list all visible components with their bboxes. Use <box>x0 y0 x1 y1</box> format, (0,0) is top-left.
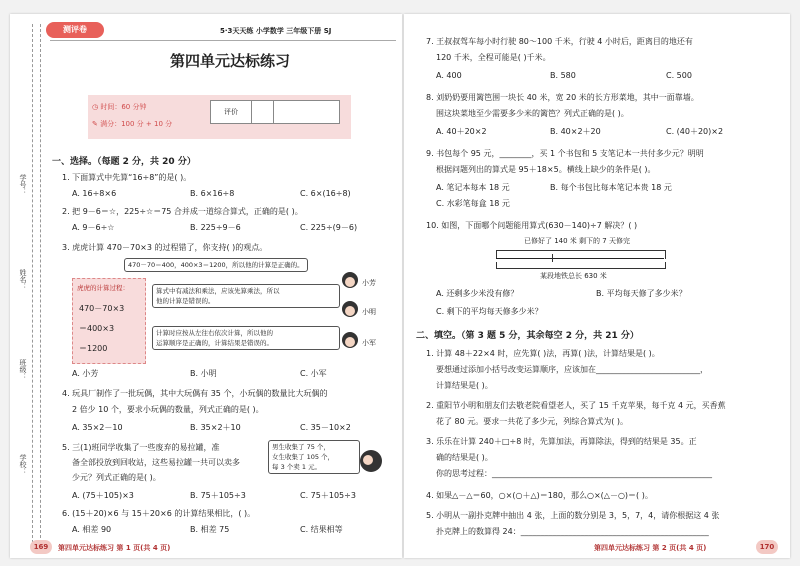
page-title: 第四单元达标练习 <box>169 52 290 70</box>
side-id-label: 学号： <box>19 174 27 195</box>
segment-divider <box>552 254 553 262</box>
name-xiaoming: 小明 <box>362 308 376 316</box>
bubble-q5-line1: 男生收集了 75 个， <box>272 443 330 451</box>
side-class-label: 班级： <box>19 359 27 380</box>
grade-label: 评价 <box>211 101 252 123</box>
page-number: 169 <box>30 540 52 554</box>
right-page <box>404 14 790 558</box>
girl-avatar <box>360 450 382 472</box>
fill-5-line1: 5. 小明从一副扑克牌中抽出 4 张，上面的数分别是 3，5，7，4，请你根据这 4 张 <box>426 511 720 520</box>
fill-4: 4. 如果△－△＝60，○×(○＋△)＝180，那么○×(△－○)＝( )。 <box>426 491 653 500</box>
question-2: 2. 把 9－6＝☆，225÷☆＝75 合并成一道综合算式，正确的是( )。 <box>62 207 303 216</box>
question-5-line2: 备全部投放到回收站，这些易拉罐一共可以卖多 <box>72 458 240 467</box>
time-label: ◷ 时间：60 分钟 <box>92 103 147 111</box>
header-rule <box>50 40 396 41</box>
grade-divider <box>273 101 274 123</box>
bubble-q5 <box>268 440 360 474</box>
question-3: 3. 虎虎计算 470－70×3 的过程错了，你支持( )的观点。 <box>62 243 268 252</box>
q8-option-c: C. (40＋20)×2 <box>666 127 724 136</box>
q4-option-b: B. 35×2＋10 <box>190 423 241 432</box>
q5-option-b: B. 75＋105÷3 <box>190 491 246 500</box>
test-badge: 测评卷 <box>46 22 104 38</box>
bubble-xiaojun <box>152 326 340 350</box>
fill-5-line2: 扑克牌上的数算得 24：_______________________________________________ <box>436 527 709 536</box>
q6-option-c: C. 结果相等 <box>300 525 343 534</box>
q4-option-a: A. 35×2－10 <box>72 423 123 432</box>
segment-line <box>496 258 664 259</box>
q10-option-a: A. 还剩多少米没有修？ <box>436 289 519 298</box>
question-6: 6. (15＋20)×6 与 15＋20×6 的计算结果相比，( )。 <box>62 509 256 518</box>
page-number: 170 <box>756 540 778 554</box>
q6-option-b: B. 相差 75 <box>190 525 230 534</box>
q3-option-b: B. 小明 <box>190 369 217 378</box>
bubble-xiaoming-line1: 算式中有减法和乘法，应该先算乘法，所以 <box>156 287 280 295</box>
segment-bottom-label: 某段地铁总长 630 米 <box>540 272 607 280</box>
q4-option-c: C. 35－10×2 <box>300 423 351 432</box>
tiger-calc-box <box>72 278 146 364</box>
name-xiaofang: 小芳 <box>362 279 376 287</box>
side-school-label: 学校： <box>19 454 27 475</box>
bubble-xiaojun-line1: 计算时应按从左往右依次计算，所以他的 <box>156 329 273 337</box>
tiger-calc-line1: 470－70×3 <box>79 304 125 313</box>
fill-2-line1: 2. 重阳节小明和朋友们去敬老院看望老人，买了 15 千克苹果，每千克 4 元，买香蕉 <box>426 401 726 410</box>
question-8-line2: 围这块菜地至少需要多少米的篱笆？列式正确的是( )。 <box>436 109 629 118</box>
question-1: 1. 下面算式中先算“16÷8”的是( )。 <box>62 173 192 182</box>
tiger-calc-line2: ＝400×3 <box>79 324 115 333</box>
score-label: ✎ 满分：100 分 + 10 分 <box>92 120 173 128</box>
page-footer: 第四单元达标练习 第 2 页(共 4 页) <box>594 544 707 552</box>
left-page <box>10 14 402 558</box>
bubble-xiaofang <box>124 258 308 272</box>
bubble-q5-line3: 每 3 个卖 1 元。 <box>272 463 322 471</box>
boy-avatar <box>342 332 358 348</box>
time-text: 时间：60 分钟 <box>100 103 147 111</box>
q8-option-b: B. 40×2＋20 <box>550 127 601 136</box>
q10-option-c: C. 剩下的平均每天修多少米？ <box>436 307 543 316</box>
q7-option-b: B. 580 <box>550 71 576 80</box>
q2-option-a: A. 9－6÷☆ <box>72 223 115 232</box>
tiger-calc-line3: ＝1200 <box>79 344 108 353</box>
q5-option-c: C. 75＋105÷3 <box>300 491 356 500</box>
section-choice-title: 一、选择。（每题 2 分，共 20 分） <box>52 157 196 167</box>
bubble-xiaofang-text: 470－70＝400，400×3＝1200，所以他的计算是正确的。 <box>128 261 304 269</box>
q8-option-a: A. 40＋20×2 <box>436 127 487 136</box>
fill-3-line2: 确的结果是( )。 <box>436 453 493 462</box>
question-8-line1: 8. 刘奶奶要用篱笆围一块长 40 米，宽 20 米的长方形菜地，其中一面靠墙。 <box>426 93 699 102</box>
q6-option-a: A. 相差 90 <box>72 525 112 534</box>
q9-option-a: A. 笔记本每本 18 元 <box>436 183 510 192</box>
binding-line <box>32 24 33 548</box>
section-fill-title: 二、填空。（第 3 题 5 分，其余每空 2 分，共 21 分） <box>416 331 639 341</box>
question-7-line1: 7. 王叔叔驾车每小时行驶 80～100 千米，行驶 4 小时后，距离目的地还有 <box>426 37 693 46</box>
bubble-xiaoming <box>152 284 340 308</box>
q1-option-c: C. 6×(16÷8) <box>300 189 351 198</box>
fill-1-line1: 1. 计算 48＋22×4 时，应先算( )法，再算( )法，计算结果是( )。 <box>426 349 660 358</box>
tiger-calc-title: 虎虎的计算过程： <box>77 284 129 292</box>
question-7-line2: 120 千米，全程可能是( )千米。 <box>436 53 551 62</box>
boy-avatar <box>342 301 358 317</box>
binding-line <box>40 24 41 548</box>
q5-option-a: A. (75＋105)×3 <box>72 491 134 500</box>
segment-top-label: 已修好了 140 米 剩下的 7 天修完 <box>524 237 630 245</box>
question-9-line1: 9. 书包每个 95 元，________，买 1 个书包和 5 支笔记本一共付多少元？明明 <box>426 149 704 158</box>
fill-2-line2: 花了 80 元。要求一共花了多少元，列综合算式为( )。 <box>436 417 629 426</box>
fill-3-line3: 你的思考过程：_______________________________________________________ <box>436 469 712 478</box>
page-footer: 第四单元达标练习 第 1 页(共 4 页) <box>58 544 171 552</box>
fill-3-line1: 3. 乐乐在计算 240＋□÷8 时，先算加法，再算除法，得到的结果是 35。正 <box>426 437 697 446</box>
segment-brace-bottom <box>496 262 666 269</box>
q2-option-c: C. 225÷(9－6) <box>300 223 358 232</box>
question-4-line1: 4. 玩具厂制作了一批玩偶，其中大玩偶有 35 个，小玩偶的数量比大玩偶的 <box>62 389 328 398</box>
score-text: 满分：100 分 + 10 分 <box>100 120 173 128</box>
series-header: 5·3天天练 小学数学 三年级下册 SJ <box>220 27 332 35</box>
q3-option-a: A. 小芳 <box>72 369 99 378</box>
question-5-line1: 5. 三(1)班同学收集了一些废弃的易拉罐，准 <box>62 443 220 452</box>
bubble-xiaojun-line2: 运算顺序是正确的，计算结果是错误的。 <box>156 339 273 347</box>
question-9-line2: 根据问题列出的算式是 95＋18×5。横线上缺少的条件是( )。 <box>436 165 656 174</box>
q7-option-a: A. 400 <box>436 71 462 80</box>
q1-option-a: A. 16÷8×6 <box>72 189 117 198</box>
q10-option-b: B. 平均每天修了多少米？ <box>596 289 687 298</box>
q3-option-c: C. 小军 <box>300 369 327 378</box>
q1-option-b: B. 6×16÷8 <box>190 189 235 198</box>
q9-option-c: C. 水彩笔每盒 18 元 <box>436 199 510 208</box>
question-4-line2: 2 倍少 10 个，要求小玩偶的数量，列式正确的是( )。 <box>72 405 264 414</box>
question-5-line3: 少元？列式正确的是( )。 <box>72 473 161 482</box>
q7-option-c: C. 500 <box>666 71 692 80</box>
grade-box <box>210 100 340 124</box>
bubble-q5-line2: 女生收集了 105 个， <box>272 453 335 461</box>
q2-option-b: B. 225÷9－6 <box>190 223 241 232</box>
fill-1-line3: 计算结果是( )。 <box>436 381 493 390</box>
fill-1-line2: 要想通过添加小括号改变运算顺序，应该加在__________________________， <box>436 365 708 374</box>
name-xiaojun: 小军 <box>362 339 376 347</box>
q9-option-b: B. 每个书包比每本笔记本贵 18 元 <box>550 183 672 192</box>
girl-avatar <box>342 272 358 288</box>
question-10: 10. 如图，下面哪个问题能用算式(630－140)÷7 解决？( ) <box>426 221 638 230</box>
bubble-xiaoming-line2: 他的计算是错误的。 <box>156 297 215 305</box>
side-name-label: 姓名： <box>19 269 27 290</box>
